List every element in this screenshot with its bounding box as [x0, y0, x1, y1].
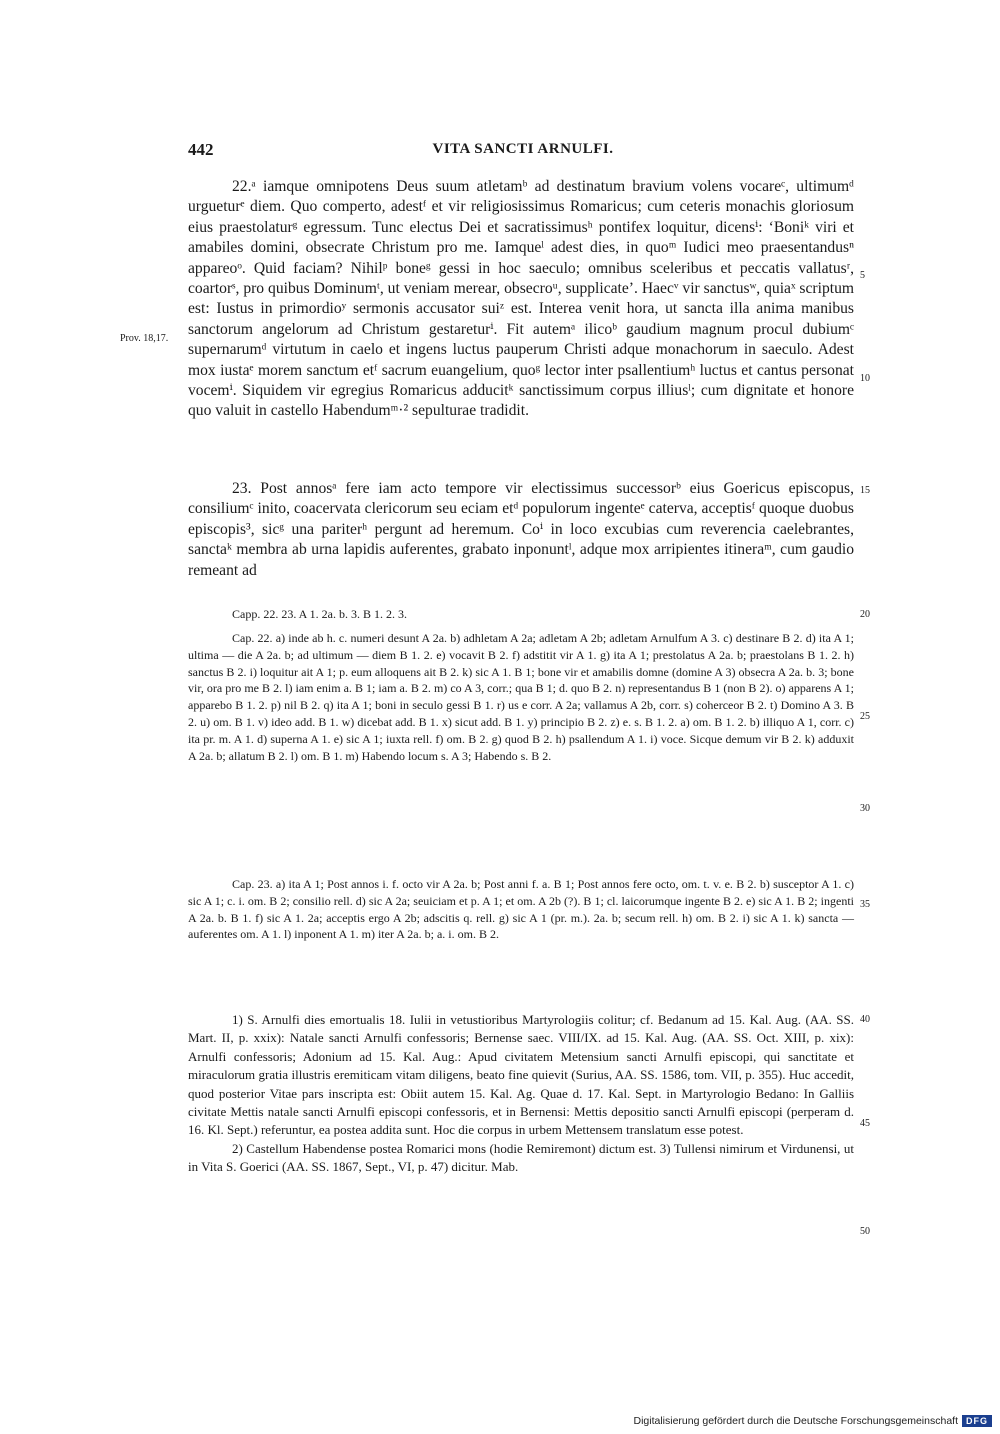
apparatus-capp: Capp. 22. 23. A 1. 2a. b. 3. B 1. 2. 3. — [232, 607, 408, 621]
margin-note: Prov. 18,17. — [120, 333, 169, 344]
main-text-chapter-22 — [188, 177, 854, 422]
footnote-1: 1) S. Arnulfi dies emortualis 18. Iulii in vetustioribus Martyrologiis colitur; cf. Bedanum ad 15. Kal. Aug. (AA. SS. Mart. II, p. xxix): Natale sancti Arnulfi confessoris; Bernense saec. VIII/IX. ad 15. Kal. Aug. (AA. SS. Oct. XIII, p. xix): Arnulfi confessoris; Adonium ad 15. Kal. Aug.: Apud civitatem Metensium sancti Arnulfi episcopi, qui sanctitate et miraculorum gratia illustris eremiticam vitam diligens, beato fine quievit (Surius, AA. SS. 1586, tom. VII, p. 355). Huc accedit, quod posterior Vitae pars inscripta est: Obiit autem 15. Kal. Ag. Quae d. 17. Kal. Sept. in Martyrologio Bedano: In Galliis civitate Mettis natale sancti Arnulfi episcopi confessoris, et in Bernensi: Mettis depositio sancti Arnulfi episcopi (perperam d. 16. Kl. Sept.) referuntur, ea postea addita sunt. Hoc die corpus in urbem Mettensem translatum esse potest. — [188, 1012, 854, 1138]
apparatus-chapter-22 — [188, 630, 854, 764]
paragraph-23: 23. Post annosᵃ fere iam acto tempore vir electissimus successorᵇ eius Goericus episcopus, consiliumᶜ inito, coacervata clericorum seu eciam etᵈ populorum ingenteᵉ caterva, acceptisᶠ quoque duobus episcopis³, sicᵍ una pariterʰ pergunt ad heremum. Coⁱ in loco excubias cum reverencia caelebrantes, sanctaᵏ membra ab urna lapidis auferentes, grabato inponuntˡ, adque mox arripientes itineraᵐ, cum gaudio remeant ad — [188, 480, 854, 579]
page-number: 442 — [188, 140, 214, 159]
apparatus-chapter-23 — [188, 876, 854, 943]
running-title: VITA SANCTI ARNULFI. — [432, 141, 614, 157]
dfg-credit-text: Digitalisierung gefördert durch die Deutsche Forschungsgemeinschaft — [633, 1415, 958, 1427]
dfg-credit — [633, 1415, 992, 1427]
line-number: 10 — [860, 373, 870, 384]
line-number: 25 — [860, 711, 870, 722]
main-text-chapter-23 — [188, 479, 854, 581]
footnotes — [188, 1011, 854, 1177]
line-number: 30 — [860, 803, 870, 814]
footnote-2-3: 2) Castellum Habendense postea Romarici mons (hodie Remiremont) dictum est. 3) Tullensi nimirum et Virdunensi, ut in Vita S. Goerici (AA. SS. 1867, Sept., VI, p. 47) dicitur. Mab. — [188, 1140, 854, 1175]
line-number: 45 — [860, 1118, 870, 1129]
line-number: 5 — [860, 270, 865, 281]
paragraph-22: 22.ᵃ iamque omnipotens Deus suum atletamᵇ ad destinatum bravium volens vocareᶜ, ultimumᵈ urgueturᵉ diem. Quo comperto, adestᶠ et vir religiosissimus Romaricus; cum ceteris monachis gloriosum eius praestolaturᵍ egressum. Tunc electus Dei et sacratissimusʰ pontifex loquitur, dicensⁱ: ‘Boniᵏ viri et amabiles domini, obsecrate Christum pro me. Iamqueˡ adest dies, in quoᵐ Iudici meo praesentandusⁿ appareoᵒ. Quid faciam? Nihilᵖ boneᵍ gessi in hoc saeculo; omnibus sceleribus et peccatis vallatusʳ, coartorˢ, pro quibus Dominumᵗ, ut veniam merear, obsecroᵘ, supplicate’. Haecᵛ vir sanctusʷ, quiaˣ scriptum est: Iustus in primordioʸ sermonis accusator suiᶻ est. Interea venit hora, ut sancta illa anima manibus sanctorum angelorum ad Christum gestareturⁱ. Fit autemᵃ ilicoᵇ gaudium magnum procul dubiumᶜ supernarumᵈ virtutum in caelo et ingens luctus pauperum Christi adque monachorum in saeculo. Adest mox iustaᵉ morem sanctum etᶠ sacrum euangelium, quoᵍ lector inter psallentiumʰ luctus et cantus personat vocemⁱ. Siquidem vir egregius Romaricus adducitᵏ sanctissimum corpus illiusˡ; cum dignitate et honore quo valuit in castello Habendumᵐ·² sepulturae tradidit. — [188, 178, 854, 420]
apparatus-manuscripts — [188, 606, 854, 623]
line-number: 35 — [860, 899, 870, 910]
apparatus-cap-23: Cap. 23. a) ita A 1; Post annos i. f. octo vir A 2a. b; Post anni f. a. B 1; Post annos fere octo, om. t. v. e. B 2. b) susceptor A 1. c) sic A 1; c. i. om. B 2; consilio rell. d) sic A 2a; seuiciam et p. A 1; et om. A 2b (?). B 1; cl. laicorumque ingente B 2. e) sic A 1. B 2; ingenti A 2a. b. B 1. f) sic A 1. 2a; acceptis ergo A 2b; adscitis q. rell. g) sic A 1 (pr. m.). 2a. b; secum rell. h) om. B 2. i) sic A 1. k) sancta — auferentes om. A 1. l) inponent A 1. m) iter A 2a. b; a. i. om. B 2. — [188, 877, 854, 942]
dfg-logo-icon: DFG — [962, 1415, 992, 1427]
page-header — [188, 140, 858, 164]
line-number: 15 — [860, 485, 870, 496]
line-number: 50 — [860, 1226, 870, 1237]
line-number: 20 — [860, 609, 870, 620]
apparatus-cap-22: Cap. 22. a) inde ab h. c. numeri desunt A 2a. b) adhletam A 2a; adletam A 2b; adletam Arnulfum A 3. c) destinare B 2. d) ita A 1; ultima — die A 2a. b; ad ultimum — diem B 1. 2. e) vocavit B 2. f) adstitit vir A 1. g) ita A 1; prestolatus A 2a. b; praestolans B 1. 2. h) sanctus B 2. i) loquitur ait A 1; p. eum alloquens ait B 2. k) sic A 1. B 1; bone vir et amabilis domne (domine A 3) obsecra A 2a. b. 3; bone vir, ora pro me B 2. l) iam enim a. B 1; iam a. B 2. m) co A 3, corr.; qua B 1; d. quo B 2. n) representandus B 1 (non B 2). o) apparens A 1; apparebo B 1. 2. p) nil B 2. q) ita A 1; boni in seculo gessi B 1. r) us e corr. A 2a; vallamus A 2b, corr. s) coherceor B 2. t) Domino A 3. B 2. u) om. B 1. v) ideo add. B 1. w) dicebat add. B 1. x) sicut add. B 1. y) principio B 2. z) e. s. B 1. 2. a) om. B 1. 2. b) illiquo A 1, corr. c) ita pr. m. A 1. d) superna A 1. e) sic A 1; iuxta rell. f) om. B 2. g) quod B 2. h) psallendum A 1. i) voce. Sicque demum vir B 2. k) adduxit A 2a. b; allatum B 2. l) om. B 1. m) Habendo locum s. A 3; Habendo s. B 2. — [188, 631, 854, 763]
line-number: 40 — [860, 1014, 870, 1025]
